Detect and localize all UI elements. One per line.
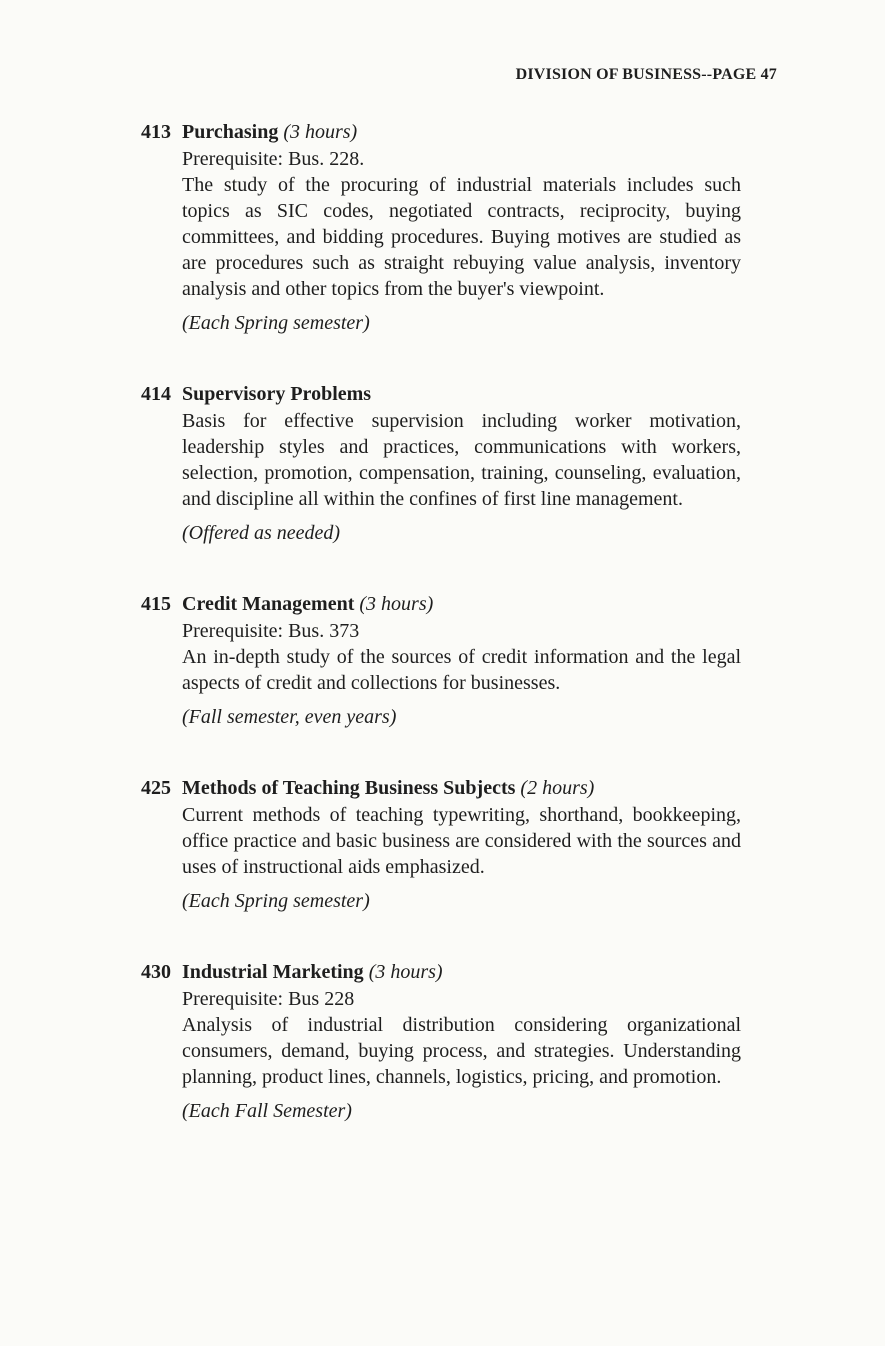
course-offering: (Fall semester, even years) (182, 706, 397, 728)
course-number: 430 (141, 961, 171, 983)
course-offering: (Each Spring semester) (182, 890, 370, 912)
course-offering: (Offered as needed) (182, 522, 341, 544)
course-body (182, 408, 741, 546)
course-hours: (3 hours) (359, 593, 434, 615)
course-description: Analysis of industrial distribution considering organizational consumers, demand, buying process, and strategies. Understanding planning, product lines, channels, logistics, pricing, and promotion. (182, 1014, 741, 1088)
course-name: Purchasing (182, 121, 279, 143)
page-header: DIVISION OF BUSINESS--PAGE 47 (515, 66, 777, 83)
course-entry (141, 774, 741, 914)
course-title-line (141, 958, 741, 986)
course-body (182, 986, 741, 1124)
course-description: An in-depth study of the sources of credit information and the legal aspects of credit and collections for businesses. (182, 646, 741, 694)
course-number: 415 (141, 593, 171, 615)
course-entry (141, 590, 741, 730)
course-prerequisite: Prerequisite: Bus. 228. (182, 148, 365, 170)
course-description: The study of the procuring of industrial materials includes such topics as SIC codes, negotiated contracts, reciprocity, buying committees, and bidding procedures. Buying motives are studied as are procedures such as straight rebuying value analysis, inventory analysis and other topics from the buyer's viewpoint. (182, 174, 741, 300)
course-body (182, 802, 741, 914)
course-name: Methods of Teaching Business Subjects (182, 777, 516, 799)
course-entry (141, 958, 741, 1124)
course-prerequisite: Prerequisite: Bus 228 (182, 988, 355, 1010)
course-hours: (2 hours) (520, 777, 595, 799)
course-number: 414 (141, 383, 171, 405)
course-offering: (Each Spring semester) (182, 312, 370, 334)
course-title-line (141, 590, 741, 618)
course-prerequisite: Prerequisite: Bus. 373 (182, 620, 360, 642)
course-name: Credit Management (182, 593, 355, 615)
course-number: 413 (141, 121, 171, 143)
course-description: Basis for effective supervision including worker motivation, leadership styles and practices, communications with workers, selection, promotion, compensation, training, counseling, evaluation, and discipline all within the confines of first line management. (182, 410, 741, 510)
course-entry (141, 380, 741, 546)
course-number: 425 (141, 777, 171, 799)
course-entry (141, 118, 741, 336)
course-name: Industrial Marketing (182, 961, 364, 983)
course-offering: (Each Fall Semester) (182, 1100, 352, 1122)
course-hours: (3 hours) (368, 961, 443, 983)
course-title-line (141, 118, 741, 146)
course-title-line (141, 774, 741, 802)
course-body (182, 146, 741, 336)
course-hours: (3 hours) (283, 121, 358, 143)
course-description: Current methods of teaching typewriting, shorthand, bookkeeping, office practice and basic business are considered with the sources and uses of instructional aids emphasized. (182, 804, 741, 878)
course-body (182, 618, 741, 730)
course-title-line (141, 380, 741, 408)
course-name: Supervisory Problems (182, 383, 372, 405)
course-list (141, 118, 741, 1168)
